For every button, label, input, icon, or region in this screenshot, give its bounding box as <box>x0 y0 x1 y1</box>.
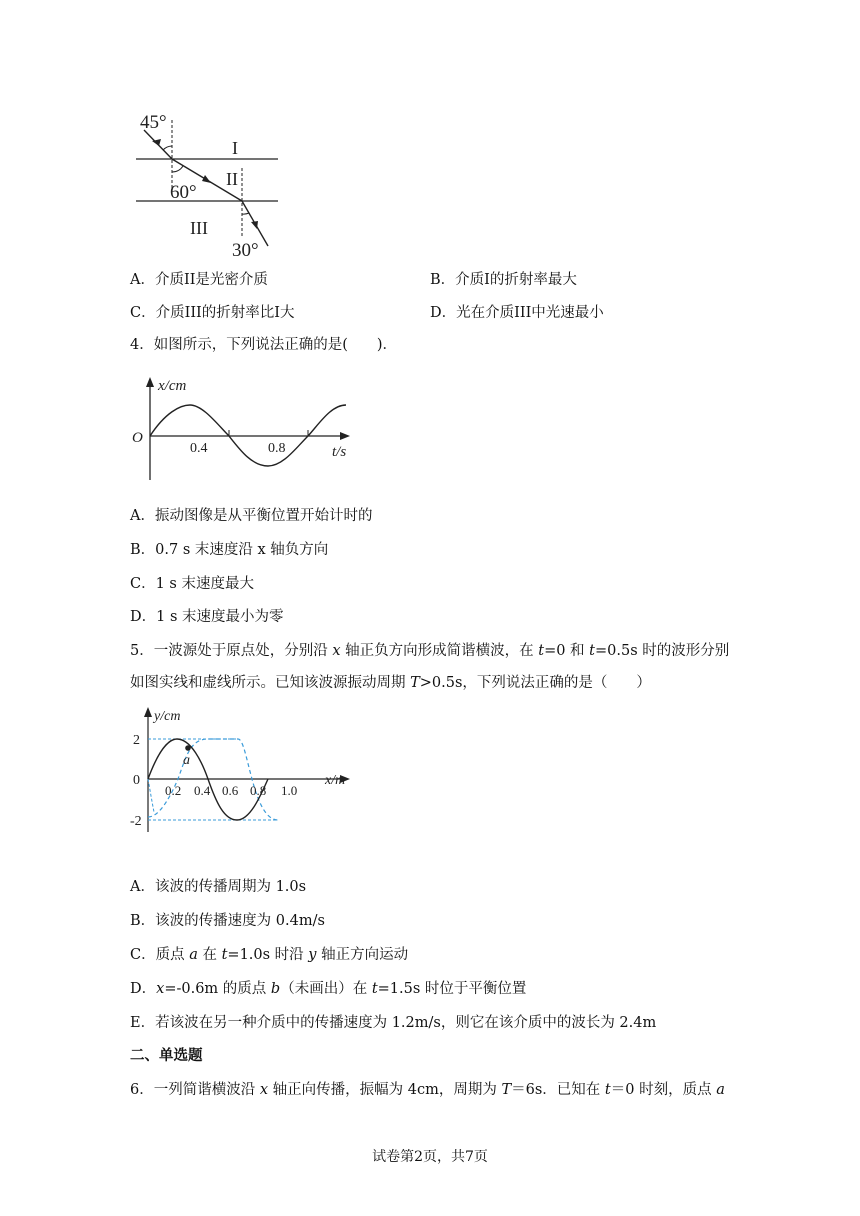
option-text: =1.0s 时沿 <box>227 947 309 963</box>
medium-label-I: I <box>232 138 238 158</box>
x-axis-label: x/cm <box>158 378 187 394</box>
q4-option-a: A．振动图像是从平衡位置开始计时的 <box>130 508 373 524</box>
option-text: D． <box>130 981 157 997</box>
q5-stem-text: =0.5s 时的波形分别 <box>595 643 730 659</box>
y-tick-2: 2 <box>133 733 140 748</box>
medium-label-III: III <box>190 218 208 238</box>
q5-stem-text: >0.5s，下列说法正确的是（ ） <box>419 675 651 691</box>
q5-option-a: A．该波的传播周期为 1.0s <box>130 879 307 895</box>
q5-var-x: x <box>332 643 341 659</box>
x-tick-08: 0.8 <box>250 783 267 798</box>
q5-var-T: T <box>410 675 420 691</box>
q4-option-b: B．0.7 s 末速度沿 x 轴负方向 <box>130 542 329 558</box>
q4-option-c: C．1 s 末速度最大 <box>130 576 254 592</box>
option-text: =-0.6m 的质点 <box>164 981 271 997</box>
t-axis-label: t/s <box>332 444 347 460</box>
x-tick-10: 1.0 <box>281 783 298 798</box>
var-y: y <box>308 947 317 963</box>
y-axis-arrow <box>144 707 152 717</box>
vibration-graph <box>128 370 358 490</box>
t-axis-arrow <box>340 432 350 440</box>
q5-option-e: E．若该波在另一种介质中的传播速度为 1.2m/s，则它在该介质中的波长为 2.4m <box>130 1015 657 1031</box>
q5-option-b: B．该波的传播速度为 0.4m/s <box>130 913 325 929</box>
var-T: T <box>501 1082 512 1098</box>
q5-stem-text: 轴正负方向形成简谐横波，在 <box>340 643 539 659</box>
var-t: t <box>371 981 378 997</box>
q3-option-b: B．介质I的折射率最大 <box>430 272 577 288</box>
x-tick-04: 0.4 <box>194 783 211 798</box>
var-x: x <box>156 981 165 997</box>
q3-option-a: A．介质II是光密介质 <box>130 272 268 288</box>
tick-label-08: 0.8 <box>268 441 286 456</box>
q4-option-d: D．1 s 末速度最小为零 <box>130 609 284 625</box>
y-tick-neg2: -2 <box>130 814 142 829</box>
q5-stem-line1 <box>130 641 729 661</box>
var-t: t <box>604 1082 611 1098</box>
q3-option-d: D．光在介质III中光速最小 <box>430 305 604 321</box>
q5-stem-text: 5．一波源处于原点处，分别沿 <box>130 643 333 659</box>
y-tick-0: 0 <box>133 773 140 788</box>
var-x: x <box>259 1082 269 1098</box>
bottom-arrow <box>251 221 258 229</box>
tick-label-04: 0.4 <box>190 441 208 456</box>
angle-arc-bot <box>242 213 249 214</box>
x-tick-02: 0.2 <box>165 783 182 798</box>
q5-var-t: t <box>538 643 545 659</box>
q4-stem: 4．如图所示，下列说法正确的是( )． <box>130 337 398 353</box>
x-axis-arrow <box>146 377 154 387</box>
angle-arc-mid <box>172 166 183 172</box>
option-text: 在 <box>197 947 222 963</box>
option-text: （未画出）在 <box>280 981 372 997</box>
angle-label-30: 30° <box>232 240 259 260</box>
option-text: 轴正方向运动 <box>316 947 409 963</box>
var-b: b <box>270 981 281 997</box>
var-t: t <box>221 947 228 963</box>
q6-stem <box>130 1080 725 1100</box>
q5-stem-text: =0 和 <box>544 643 590 659</box>
angle-label-60: 60° <box>170 182 197 203</box>
section-title: 二、单选题 <box>130 1047 203 1064</box>
q6-text: ＝0 时刻，质点 <box>610 1082 717 1098</box>
q3-option-c: C．介质III的折射率比I大 <box>130 305 295 321</box>
x-tick-06: 0.6 <box>222 783 239 798</box>
wave-dashed-left <box>148 779 154 812</box>
option-text: C．质点 <box>130 947 190 963</box>
angle-label-45: 45° <box>140 112 167 133</box>
q6-text: 轴正向传播，振幅为 4cm，周期为 <box>268 1082 502 1098</box>
mid-arrow <box>202 175 211 183</box>
wave-graph <box>128 702 363 837</box>
option-text: =1.5s 时位于平衡位置 <box>377 981 527 997</box>
refraction-diagram <box>128 108 288 260</box>
point-a-label: a <box>183 753 190 768</box>
x-axis-label: x/m <box>325 773 346 788</box>
y-axis-label: y/cm <box>154 709 181 724</box>
q6-text: 6．一列简谐横波沿 <box>130 1082 260 1098</box>
page-footer: 试卷第2页，共7页 <box>372 1149 488 1165</box>
angle-arc-top <box>163 146 172 150</box>
q6-text: ＝6s．已知在 <box>511 1082 605 1098</box>
var-a: a <box>189 947 198 963</box>
origin-label: O <box>132 430 143 446</box>
q5-var-t: t <box>589 643 595 659</box>
var-a: a <box>716 1082 725 1098</box>
medium-label-II: II <box>226 169 238 189</box>
q5-option-d <box>130 979 526 999</box>
q5-option-c <box>130 945 408 965</box>
q5-stem-line2 <box>130 673 651 693</box>
point-a <box>185 745 191 751</box>
q5-stem-text: 如图实线和虚线所示。已知该波源振动周期 <box>130 675 411 691</box>
